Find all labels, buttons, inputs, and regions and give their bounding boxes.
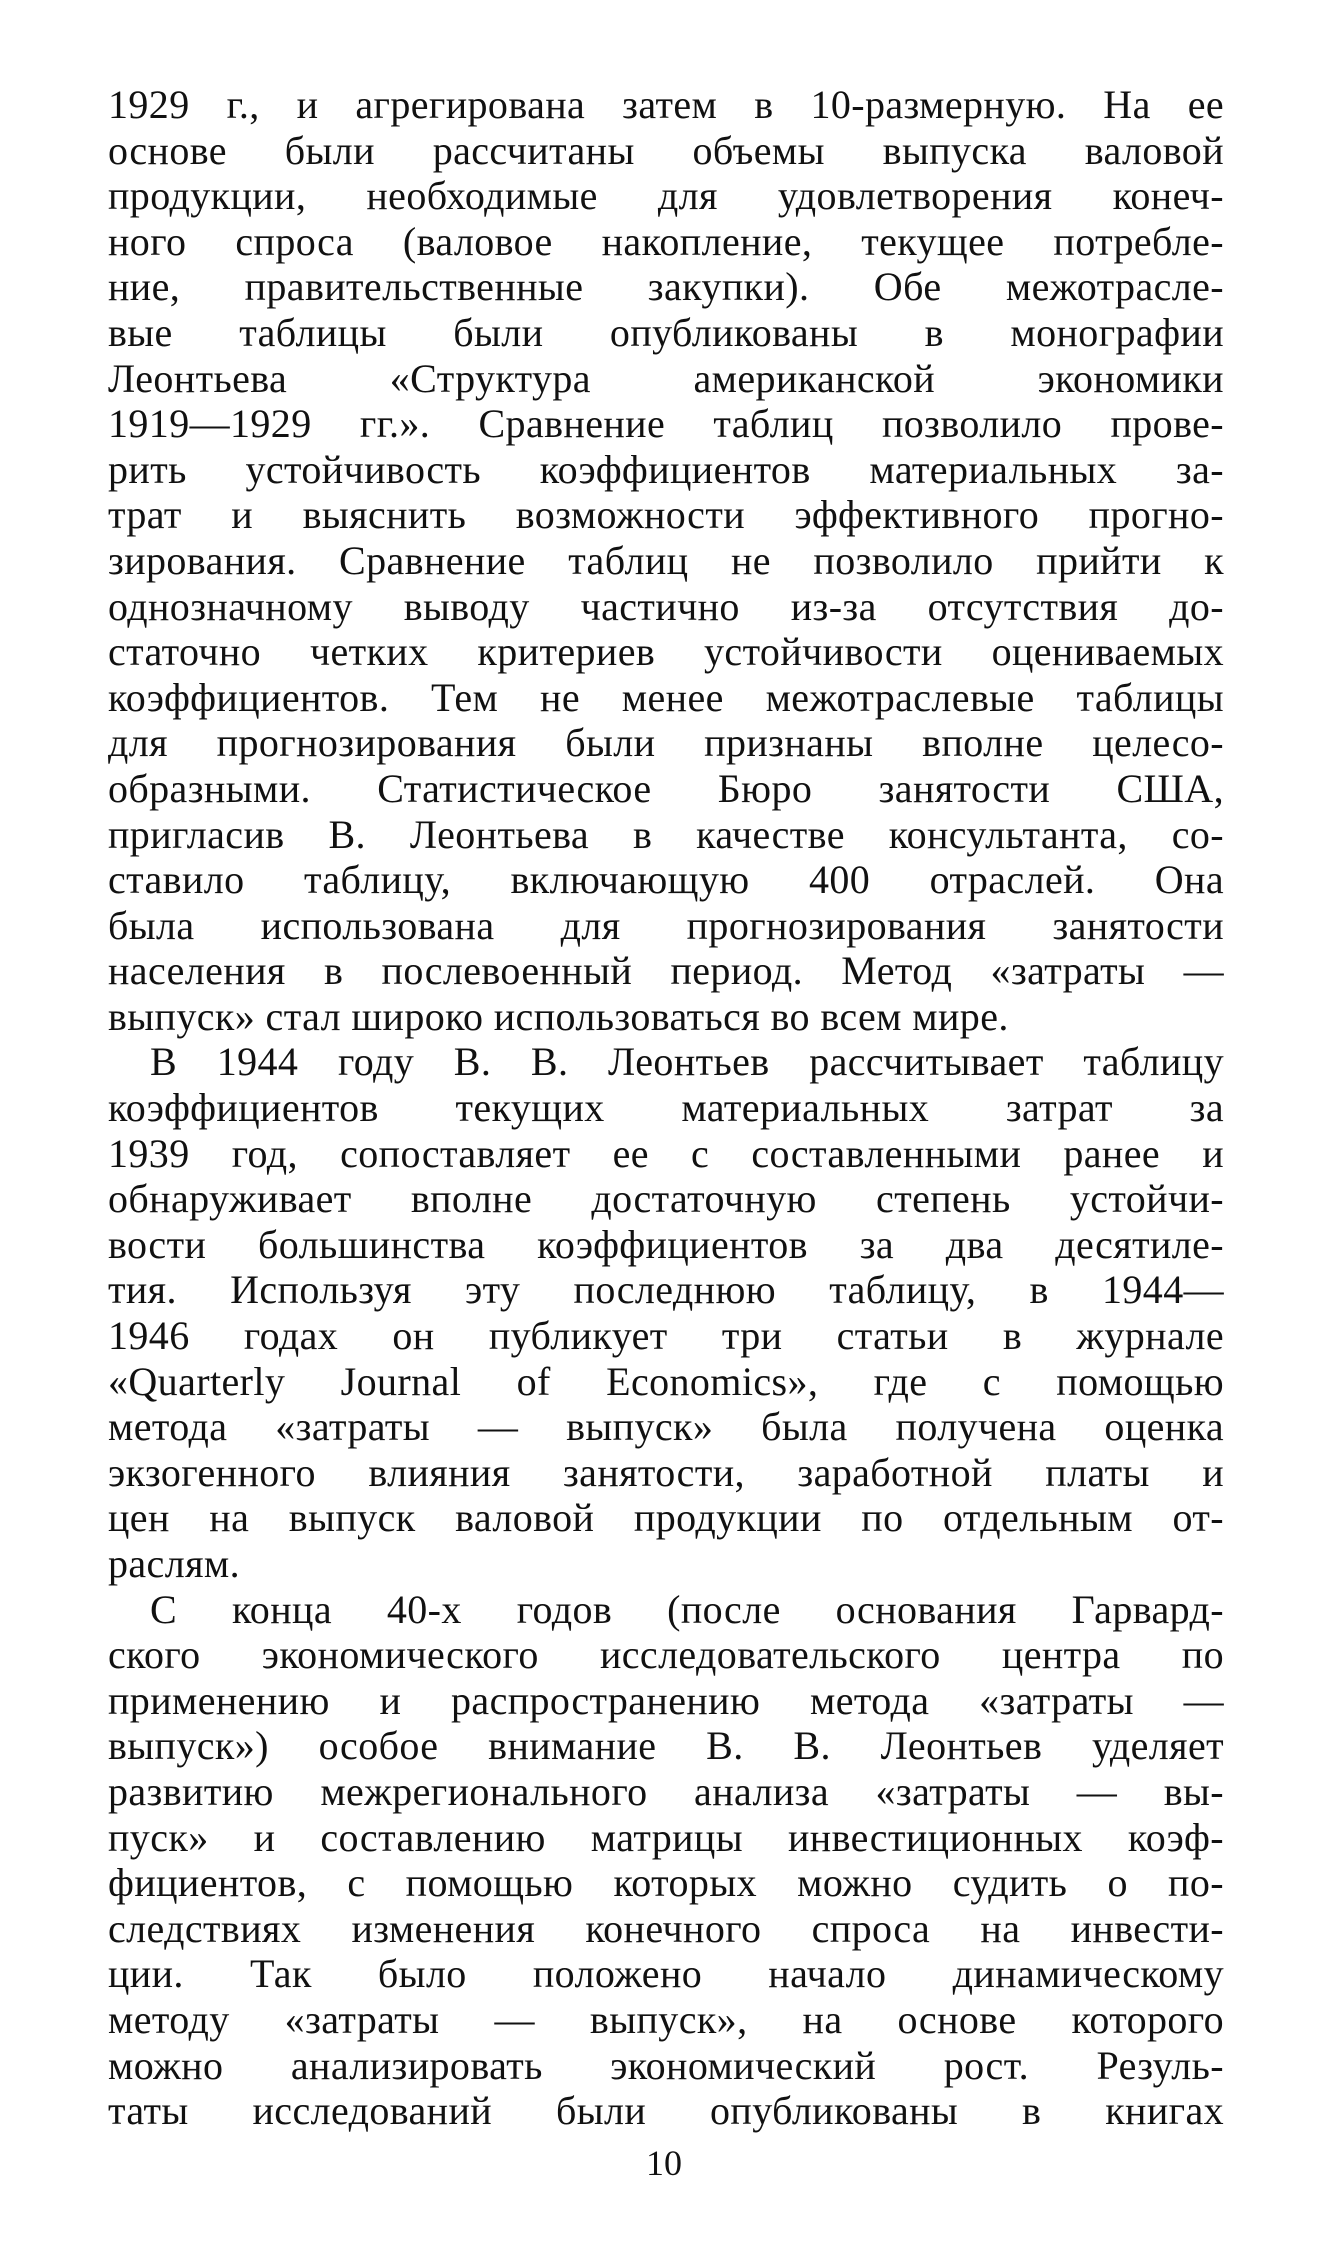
text-line: раслям.	[108, 1541, 240, 1586]
text-line: основе были рассчитаны объемы выпуска валовой	[108, 127, 1224, 173]
paragraph-1	[108, 82, 1224, 1039]
text-line: Леонтьева «Структура американской экономики	[108, 355, 1224, 401]
text-line: применению и распространению метода «затраты —	[108, 1677, 1224, 1723]
text-line: 1939 год, сопоставляет ее с составленными ранее и	[108, 1130, 1224, 1176]
text-line: населения в послевоенный период. Метод «затраты —	[108, 948, 1224, 994]
text-line: 1946 годах он публикует три статьи в журнале	[108, 1313, 1224, 1359]
text-line: ставило таблицу, включающую 400 отраслей. Она	[108, 857, 1224, 903]
text-line: можно анализировать экономический рост. Резуль-	[108, 2042, 1224, 2088]
text-line: тия. Используя эту последнюю таблицу, в 1944—	[108, 1267, 1224, 1313]
text-line: метода «затраты — выпуск» была получена оценка	[108, 1404, 1224, 1450]
paragraph-2	[108, 1039, 1224, 1586]
text-line: зирования. Сравнение таблиц не позволило прийти к	[108, 537, 1224, 583]
text-line: развитию межрегионального анализа «затраты — вы-	[108, 1768, 1224, 1814]
text-line: экзогенного влияния занятости, заработной платы и	[108, 1449, 1224, 1495]
text-line: В 1944 году В. В. Леонтьев рассчитывает таблицу	[150, 1039, 1224, 1085]
text-line: пуск» и составлению матрицы инвестиционных коэф-	[108, 1814, 1224, 1860]
page-body	[108, 82, 1224, 2134]
text-line: ского экономического исследовательского центра по	[108, 1632, 1224, 1678]
text-line: образными. Статистическое Бюро занятости США,	[108, 765, 1224, 811]
text-line: трат и выяснить возможности эффективного прогно-	[108, 492, 1224, 538]
text-line: продукции, необходимые для удовлетворения конеч-	[108, 173, 1224, 219]
text-line: обнаруживает вполне достаточную степень устойчи-	[108, 1176, 1224, 1222]
text-line: выпуск» стал широко использоваться во всем мире.	[108, 993, 1009, 1039]
text-line: вые таблицы были опубликованы в монографии	[108, 309, 1224, 355]
text-line: С конца 40-х годов (после основания Гарвард-	[150, 1586, 1224, 1632]
text-line: «Quarterly Journal of Economics», где с помощью	[108, 1358, 1224, 1404]
text-line: цен на выпуск валовой продукции по отдельным от-	[108, 1495, 1224, 1541]
text-line: рить устойчивость коэффициентов материальных за-	[108, 446, 1224, 492]
text-line: статочно четких критериев устойчивости оцениваемых	[108, 629, 1224, 675]
text-line: для прогнозирования были признаны вполне целесо-	[108, 720, 1224, 766]
text-line: следствиях изменения конечного спроса на инвести-	[108, 1905, 1224, 1951]
text-line: однозначному выводу частично из-за отсутствия до-	[108, 583, 1224, 629]
text-line: 1929 г., и агрегирована затем в 10-размерную. На ее	[108, 82, 1224, 127]
text-line: методу «затраты — выпуск», на основе которого	[108, 1996, 1224, 2042]
text-line: 1919—1929 гг.». Сравнение таблиц позволило прове-	[108, 401, 1224, 447]
text-line: была использована для прогнозирования занятости	[108, 902, 1224, 948]
text-line: коэффициентов текущих материальных затрат за	[108, 1085, 1224, 1131]
text-line: коэффициентов. Тем не менее межотраслевые таблицы	[108, 674, 1224, 720]
text-line: ции. Так было положено начало динамическому	[108, 1951, 1224, 1997]
text-line: фициентов, с помощью которых можно судить о по-	[108, 1860, 1224, 1906]
text-line: таты исследований были опубликованы в книгах	[108, 2088, 1224, 2134]
text-line: пригласив В. Леонтьева в качестве консультанта, со-	[108, 811, 1224, 857]
text-line: выпуск») особое внимание В. В. Леонтьев уделяет	[108, 1723, 1224, 1769]
page-number: 10	[646, 2143, 682, 2183]
text-line: вости большинства коэффициентов за два десятиле-	[108, 1221, 1224, 1267]
text-line: ного спроса (валовое накопление, текущее потребле-	[108, 218, 1224, 264]
paragraph-3	[108, 1587, 1224, 2134]
text-line: ние, правительственные закупки). Обе межотрасле-	[108, 264, 1224, 310]
